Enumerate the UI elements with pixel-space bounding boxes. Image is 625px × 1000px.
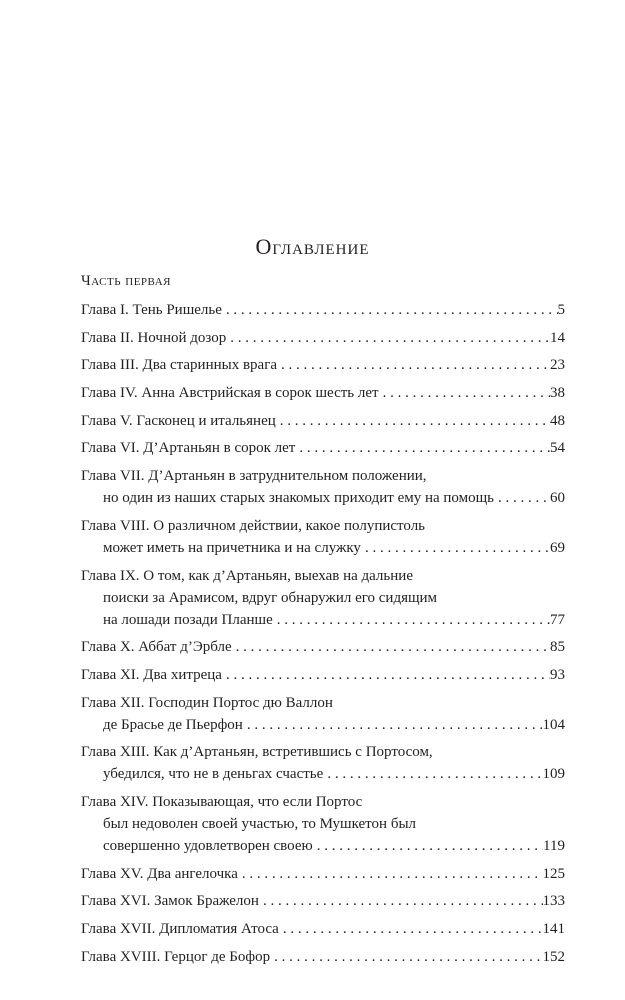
toc-entry-title: Глава II. Ночной дозор (81, 329, 227, 346)
dot-leader (238, 863, 543, 885)
toc-page-number: 38 (550, 385, 565, 402)
dot-leader (243, 714, 543, 736)
dot-leader (323, 763, 542, 785)
dot-leader (222, 299, 558, 321)
dot-leader (279, 918, 543, 940)
toc-entry-line (81, 890, 565, 912)
toc-entry-line: Глава VII. Д’Артаньян в затруднительном положении, (81, 468, 427, 485)
dot-leader (494, 487, 550, 509)
toc-page-number: 5 (557, 302, 565, 318)
toc-page-number: 93 (550, 666, 565, 683)
toc-entry-title: Глава III. Два старинных врага (81, 357, 278, 374)
toc-entry-title: совершенно удовлетворен своею (103, 837, 313, 854)
toc-entry-line (81, 537, 565, 559)
toc-entry-line: поиски за Арамисом, вдруг обнаружил его сидящим (103, 589, 438, 606)
dot-leader (259, 890, 543, 912)
toc-entry-line (81, 487, 565, 509)
toc-entry (81, 465, 565, 509)
toc-entry-title: Глава XVIII. Герцог де Бофор (81, 948, 271, 965)
toc-entry-line (81, 354, 565, 376)
toc-entry (81, 692, 565, 736)
toc-entry (81, 354, 565, 376)
dot-leader (226, 327, 550, 349)
toc-entry (81, 565, 565, 631)
toc-entry-line (81, 382, 565, 404)
toc-entry (81, 437, 565, 459)
toc-entry-line: был недоволен своей участью, то Мушкетон был (103, 815, 417, 832)
toc-entry-title: Глава XV. Два ангелочка (81, 865, 238, 882)
toc-entry (81, 664, 565, 686)
toc-entry-line: Глава IX. О том, как д’Артаньян, выехав на дальние (81, 567, 413, 584)
dot-leader (313, 835, 543, 857)
toc-entry-line: Глава VIII. О различном действии, какое полупистоль (81, 517, 426, 534)
toc-entry-title: Глава V. Гасконец и итальянец (81, 412, 276, 429)
toc-entry (81, 946, 565, 968)
dot-leader (276, 410, 550, 432)
toc-page-number: 109 (542, 766, 565, 783)
toc-entry-title: де Брасье де Пьерфон (103, 716, 243, 733)
toc-page-number: 14 (550, 329, 565, 346)
toc-page-number: 85 (550, 639, 565, 656)
toc-entry-line (81, 609, 565, 631)
toc-entry-title: Глава XVII. Дипломатия Атоса (81, 921, 279, 937)
toc-entry-line (81, 835, 565, 857)
toc-entry (81, 299, 565, 321)
toc-list (81, 299, 565, 973)
part-title: Часть первая (81, 273, 171, 289)
toc-entry-title: но один из наших старых знакомых приходит ему на помощь (103, 490, 495, 507)
toc-entry-title: на лошади позади Планше (103, 611, 273, 628)
dot-leader (295, 437, 550, 459)
toc-page-number: 54 (550, 440, 565, 457)
toc-entry (81, 918, 565, 940)
toc-entry-line (81, 327, 565, 349)
toc-entry-title: может иметь на причетника и на служку (103, 539, 361, 556)
toc-entry-title: Глава VI. Д’Артаньян в сорок лет (81, 440, 296, 457)
toc-entry-title: Глава XVI. Замок Бражелон (81, 893, 259, 910)
toc-page-number: 23 (550, 357, 565, 374)
toc-page-number: 141 (542, 921, 565, 937)
toc-entry-line (81, 763, 565, 785)
toc-entry-title: Глава IV. Анна Австрийская в сорок шесть лет (81, 385, 379, 402)
toc-entry-title: Глава XI. Два хитреца (81, 666, 222, 683)
toc-entry-line (81, 714, 565, 736)
toc-entry (81, 515, 565, 559)
dot-leader (277, 354, 550, 376)
toc-title: Оглавление (255, 234, 370, 259)
toc-entry-line (81, 636, 565, 658)
toc-page-number: 48 (550, 412, 565, 429)
dot-leader (379, 382, 550, 404)
toc-entry-line: Глава XIV. Показывающая, что если Портос (81, 793, 363, 810)
toc-entry-line (81, 918, 565, 940)
toc-entry (81, 791, 565, 857)
toc-entry-line (81, 863, 565, 885)
toc-entry (81, 327, 565, 349)
toc-entry-line (81, 946, 565, 968)
toc-entry-title: Глава X. Аббат д’Эрбле (81, 639, 232, 656)
toc-page-number: 152 (542, 948, 565, 965)
toc-entry-line (81, 437, 565, 459)
toc-entry (81, 410, 565, 432)
toc-entry-title: Глава I. Тень Ришелье (81, 302, 222, 318)
toc-entry (81, 863, 565, 885)
toc-page-number: 60 (550, 490, 565, 507)
toc-entry-line (81, 664, 565, 686)
toc-page-number: 77 (550, 611, 565, 628)
dot-leader (361, 537, 550, 559)
toc-page-number: 125 (542, 865, 565, 882)
toc-entry (81, 741, 565, 785)
dot-leader (273, 609, 550, 631)
toc-entry (81, 636, 565, 658)
dot-leader (270, 946, 542, 968)
toc-entry-line: Глава XIII. Как д’Артаньян, встретившись с Портосом, (81, 744, 433, 761)
dot-leader (222, 664, 550, 686)
dot-leader (232, 636, 550, 658)
toc-page-number: 119 (543, 837, 565, 854)
toc-entry-line (81, 410, 565, 432)
toc-entry-line (81, 299, 565, 321)
toc-entry-title: убедился, что не в деньгах счастье (103, 766, 324, 783)
toc-page-number: 133 (542, 893, 565, 910)
toc-entry (81, 890, 565, 912)
toc-page-number: 69 (550, 539, 565, 556)
toc-page-number: 104 (542, 716, 565, 733)
toc-entry-line: Глава XII. Господин Портос дю Валлон (81, 694, 333, 711)
toc-entry (81, 382, 565, 404)
